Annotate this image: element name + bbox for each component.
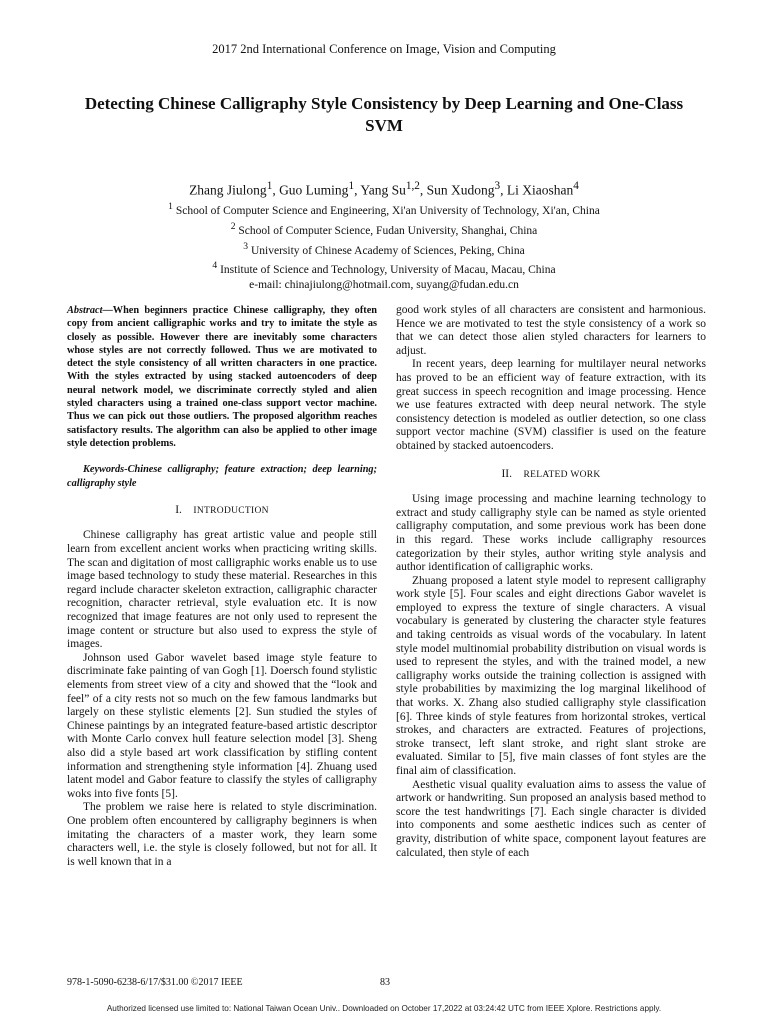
page-number: 83: [380, 977, 390, 988]
paper-title-line-2: SVM: [365, 116, 403, 135]
conference-header: 2017 2nd International Conference on Image, Vision and Computing: [212, 42, 556, 56]
affiliation: [0, 219, 768, 239]
related-paragraph-3: Aesthetic visual quality evaluation aims to assess the value of artwork or handwriting. Sun proposed an analysis based method to score the test handwritings [7]. Each single character is divided into components and some aesthetic indices such as center of gravity, distribution of white space, component layout features are calculated, then style of each: [396, 778, 706, 859]
abstract-label: Abstract: [67, 305, 103, 316]
author-name: Guo Luming: [279, 182, 349, 198]
section-number: II.: [501, 467, 512, 480]
intro-paragraph-continued: good work styles of all characters are consistent and harmonious. Hence we are motivated to test the style consistency of a work so that we can detect those alien styled characters for learners to adjust.: [396, 304, 706, 357]
related-paragraph-2: Zhuang proposed a latent style model to represent calligraphy work style [5]. Four scales and eight directions Gabor wavelet is employed to express the texture of single characters. A visual vocabulary is generated by clustering the character style features and taking centroids as visual words of the vocabulary. In latent style model multinomial probability distribution on visual words is used to represent the styles, and with the trained model, a new calligraphy works outside the training collection is assigned with style probabilities by maximizing the log marginal likelihood of that works. X. Zhang also studied calligraphy style classification [6]. Three kinds of style features from horizontal strokes, vertical strokes, and characters are extracted. Features of projections, stroke transect, left slant stroke, and right slant stroke are evaluated. Similar to [5], five main classes of font styles are the final aim of classification.: [396, 574, 706, 777]
intro-paragraph-4: In recent years, deep learning for multilayer neural networks has proved to be an efficient way of feature extraction, with its great success in speech recognition and image processing. Hence we use features extracted with deep neural network. The style consistency detection is modeled as outlier detection, so one class support vector machine (SVM) classifier is used on the feature obtained by stacked autoencoders.: [396, 358, 706, 452]
right-column: [396, 304, 706, 860]
section-title: RELATED WORK: [523, 469, 601, 480]
author-name: Zhang Jiulong: [189, 182, 267, 198]
license-notice: Authorized licensed use limited to: National Taiwan Ocean Univ.. Downloaded on October 17,2022 at 03:24:42 UTC from IEEE Xplore. Restrictions apply.: [106, 1004, 662, 1013]
section-heading-related-work: [396, 468, 706, 483]
paper-title: [60, 93, 708, 137]
paper-title-line-1: Detecting Chinese Calligraphy Style Consistency by Deep Learning and One-Class: [84, 94, 684, 113]
affiliation-text: Institute of Science and Technology, University of Macau, Macau, China: [220, 264, 556, 277]
abstract: [67, 304, 377, 450]
affiliation-sup: 3: [243, 240, 249, 252]
section-title: INTRODUCTION: [193, 505, 269, 516]
author-sup: 3: [494, 180, 501, 192]
affiliation-sup: 2: [230, 220, 236, 232]
author-sup: 1,2: [405, 180, 420, 192]
section-number: I.: [175, 503, 182, 516]
affiliation-list: [0, 199, 768, 293]
author-name: Yang Su: [360, 182, 406, 198]
affiliation-sup: 4: [212, 260, 218, 272]
abstract-text: When beginners practice Chinese calligraphy, they often copy from ancient calligraphic works and try to imitate the style as closely as possible. However there are inevitably some characters whose styles are not correctly followed. Thus we are motivated to detect the style consistency of all written characters in one practice. With the styles extracted by using stacked autoencoders of deep neural network model, we discriminate correctly styled and alien styled characters using a trained one-class support vector machine. Thus we can pick out those outliers. The proposed algorithm reaches satisfactory results. The algorithm can also be applied to other image style detection problems.: [67, 305, 377, 449]
intro-paragraph-3: The problem we raise here is related to style discrimination. One problem often encountered by calligraphy beginners is when imitating the characters of a master work, they learn some characters well, i.e. the style is closely followed, but not for all. It is well known that in a: [67, 801, 377, 868]
author-name: Sun Xudong: [426, 182, 495, 198]
affiliation-text: University of Chinese Academy of Sciences, Peking, China: [250, 244, 525, 257]
affiliation: [0, 258, 768, 278]
intro-paragraph-2: Johnson used Gabor wavelet based image style feature to discriminate fake painting of van Gogh [1]. Doersch found stylistic elements from street view of a city and showed that the “look and feel” of a city rests not so much on the few famous landmarks but largely on these stylistic elements [2]. Sun studied the styles of Chinese paintings by an integrated feature-based artistic descriptor with Monte Carlo convex hull feature selection model [3]. Sheng also did a style based art work classification by stifling content information and strengthening style information [4]. Zhuang used latent model and Gabor feature to classify the styles of calligraphy woks into five fonts [5].: [67, 651, 377, 800]
affiliation: [0, 199, 768, 219]
intro-paragraph-1: Chinese calligraphy has great artistic value and people still learn from excellent ancient works when practicing writing skills. The scan and digitation of most calligraphic works enable us to use image based technology to study these material. Researches in this regard include character skeleton extraction, calligraphic character recognition, character retrieval, style evaluation etc. It is now recognized that image features are not only used to represent the image content or structure but also used to express the style of images.: [67, 529, 377, 651]
affiliation-text: School of Computer Science and Engineering, Xi'an University of Technology, Xi'an, China: [175, 204, 600, 217]
affiliation: [0, 239, 768, 259]
affiliation-sup: 1: [168, 201, 173, 212]
affiliation-text: School of Computer Science, Fudan University, Shanghai, China: [238, 224, 538, 237]
author-list: Zhang Jiulong$^1$, Guo Luming$^1$, Yang Su$^{1,2}$, Sun Xudong$^3$, Li Xiaoshan$^4$: [189, 180, 579, 198]
keywords: Keywords-Chinese calligraphy; feature extraction; deep learning; calligraphy style: [67, 464, 377, 489]
email-line: e-mail: chinajiulong@hotmail.com, suyang@fudan.edu.cn: [249, 279, 519, 292]
abstract-dash: —: [102, 305, 113, 316]
author-sup: 1: [266, 180, 273, 192]
author-sup: 1: [348, 180, 355, 192]
author-sup: 4: [573, 180, 579, 192]
related-paragraph-1: Using image processing and machine learning technology to extract and study calligraphy style can be named as style oriented calligraphy computation, and some previous work has been done in this regard. These works include calligraphy resources categorization by their styles, author writing style analysis and author identification of calligraphic works.: [396, 493, 706, 574]
left-column: [67, 304, 377, 869]
section-heading-introduction: [67, 504, 377, 519]
author-name: Li Xiaoshan: [506, 182, 574, 198]
footer-isbn: 978-1-5090-6238-6/17/$31.00 ©2017 IEEE: [67, 977, 243, 988]
